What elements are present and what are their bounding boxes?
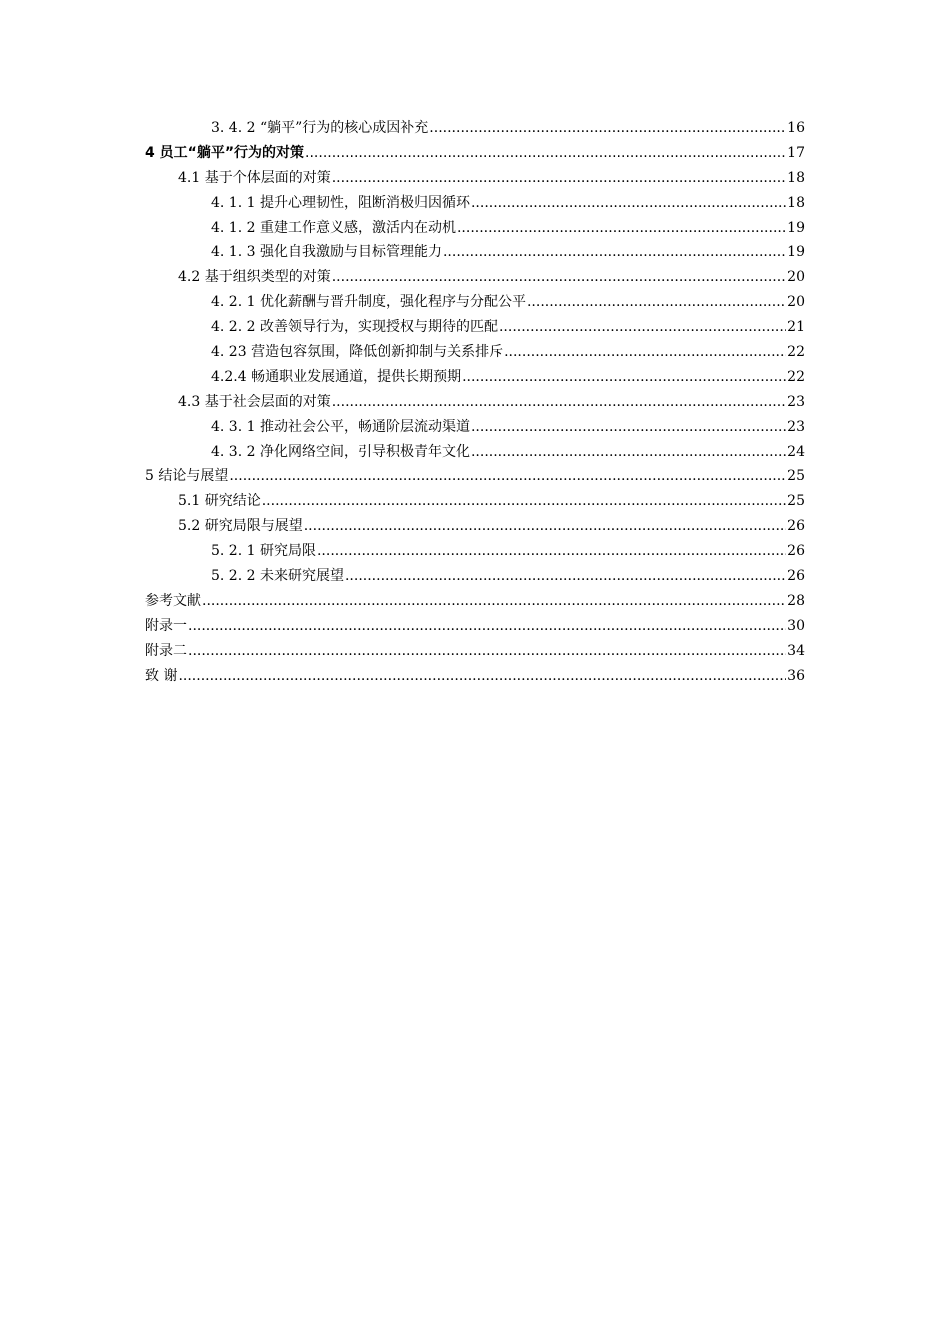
toc-entry-title: 4. 3. 1 推动社会公平，畅通阶层流动渠道	[211, 418, 470, 435]
toc-entry-title: 4. 1. 1 提升心理韧性，阻断消极归因循环	[211, 194, 470, 211]
toc-dot-leader	[262, 489, 786, 514]
toc-entry-page-number: 23	[787, 418, 805, 435]
toc-entry[interactable]	[145, 489, 805, 514]
toc-entry[interactable]	[145, 315, 805, 340]
toc-entry[interactable]	[145, 664, 805, 689]
table-of-contents	[145, 116, 805, 688]
toc-dot-leader	[317, 539, 786, 564]
toc-entry-page-number: 26	[787, 518, 805, 535]
toc-dot-leader	[304, 514, 786, 539]
toc-entry-title: 5. 2. 2 未来研究展望	[211, 568, 344, 585]
toc-dot-leader	[202, 589, 786, 614]
toc-entry-page-number: 20	[787, 294, 805, 311]
toc-entry[interactable]	[145, 614, 805, 639]
toc-entry-title: 3. 4. 2 “躺平”行为的核心成因补充	[211, 120, 429, 136]
toc-dot-leader	[471, 415, 786, 440]
toc-dot-leader	[527, 290, 786, 315]
toc-entry-page-number: 24	[787, 443, 805, 460]
toc-entry[interactable]	[145, 415, 805, 440]
toc-dot-leader	[345, 564, 786, 589]
toc-entry[interactable]	[145, 589, 805, 614]
toc-entry-title: 4. 1. 2 重建工作意义感，激活内在动机	[211, 219, 456, 236]
toc-entry-title: 5 结论与展望	[145, 468, 229, 485]
toc-entry-page-number: 18	[787, 169, 805, 186]
toc-entry[interactable]	[145, 216, 805, 241]
toc-entry-page-number: 22	[787, 344, 805, 361]
toc-entry-page-number: 22	[787, 368, 805, 385]
toc-entry-page-number: 36	[787, 667, 805, 684]
toc-entry-title: 4.2 基于组织类型的对策	[178, 269, 331, 286]
toc-entry[interactable]	[145, 166, 805, 191]
toc-entry-title: 4. 2. 1 优化薪酬与晋升制度，强化程序与分配公平	[211, 294, 526, 311]
toc-entry[interactable]	[145, 290, 805, 315]
toc-entry-title: 5.1 研究结论	[178, 493, 261, 510]
toc-dot-leader	[188, 614, 786, 639]
toc-entry[interactable]	[145, 340, 805, 365]
toc-entry-title: 参考文献	[145, 592, 201, 609]
toc-entry[interactable]	[145, 440, 805, 465]
toc-dot-leader	[504, 340, 786, 365]
toc-entry-title: 4. 2. 2 改善领导行为，实现授权与期待的匹配	[211, 319, 498, 336]
toc-entry-page-number: 19	[787, 219, 805, 236]
toc-entry[interactable]	[145, 639, 805, 664]
toc-entry[interactable]	[145, 116, 805, 141]
toc-entry-page-number: 34	[787, 642, 805, 659]
toc-entry-title: 5.2 研究局限与展望	[178, 518, 303, 535]
toc-entry-title: 致 谢	[145, 667, 178, 684]
toc-entry-title: 5. 2. 1 研究局限	[211, 543, 316, 560]
toc-dot-leader	[332, 265, 786, 290]
toc-entry-page-number: 25	[787, 468, 805, 485]
toc-entry-title: 附录一	[145, 617, 187, 634]
toc-entry[interactable]	[145, 191, 805, 216]
toc-dot-leader	[471, 440, 786, 465]
toc-entry[interactable]	[145, 464, 805, 489]
toc-dot-leader	[443, 240, 786, 265]
toc-dot-leader	[471, 191, 786, 216]
toc-entry-title: 4. 23 营造包容氛围，降低创新抑制与关系排斥	[211, 344, 504, 361]
toc-dot-leader	[229, 464, 786, 489]
toc-entry-page-number: 21	[787, 319, 805, 336]
toc-entry[interactable]	[145, 240, 805, 265]
toc-entry-title: 4.2.4 畅通职业发展通道，提供长期预期	[211, 368, 462, 385]
toc-entry-page-number: 26	[787, 543, 805, 560]
toc-entry-page-number: 18	[787, 194, 805, 211]
toc-entry[interactable]	[145, 514, 805, 539]
toc-entry-page-number: 25	[787, 493, 805, 510]
toc-entry[interactable]	[145, 390, 805, 415]
toc-dot-leader	[178, 664, 786, 689]
toc-dot-leader	[188, 639, 786, 664]
toc-dot-leader	[305, 141, 786, 166]
toc-dot-leader	[457, 216, 786, 241]
toc-entry-page-number: 26	[787, 568, 805, 585]
toc-entry-title: 4.1 基于个体层面的对策	[178, 169, 331, 186]
toc-entry[interactable]	[145, 365, 805, 390]
toc-dot-leader	[332, 166, 786, 191]
toc-entry-page-number: 19	[787, 244, 805, 261]
toc-dot-leader	[499, 315, 786, 340]
toc-entry-page-number: 28	[787, 592, 805, 609]
toc-dot-leader	[462, 365, 786, 390]
toc-entry-page-number: 17	[787, 144, 805, 161]
toc-entry[interactable]	[145, 564, 805, 589]
toc-entry[interactable]	[145, 539, 805, 564]
toc-entry-title: 4. 3. 2 净化网络空间，引导积极青年文化	[211, 443, 470, 460]
toc-entry-page-number: 16	[787, 120, 805, 136]
toc-entry-title: 4. 1. 3 强化自我激励与目标管理能力	[211, 244, 442, 261]
toc-entry-page-number: 23	[787, 393, 805, 410]
toc-dot-leader	[429, 116, 786, 141]
toc-entry[interactable]	[145, 265, 805, 290]
toc-dot-leader	[332, 390, 786, 415]
toc-entry-page-number: 20	[787, 269, 805, 286]
toc-entry-title: 附录二	[145, 642, 187, 659]
toc-entry[interactable]	[145, 141, 805, 166]
toc-entry-title: 4 员工“躺平”行为的对策	[145, 144, 305, 161]
toc-entry-title: 4.3 基于社会层面的对策	[178, 393, 331, 410]
toc-entry-page-number: 30	[787, 617, 805, 634]
